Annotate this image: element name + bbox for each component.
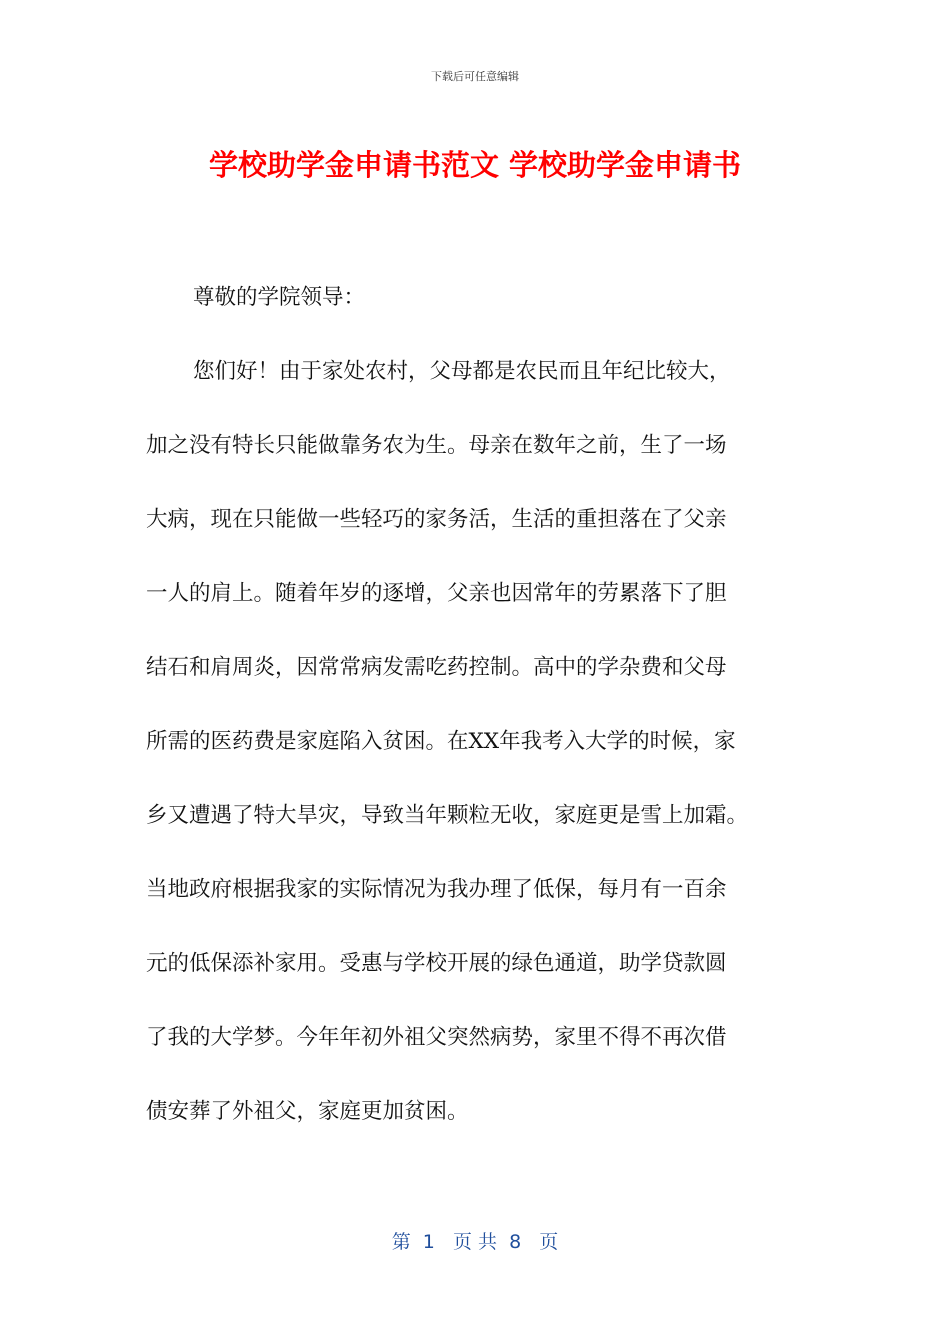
body-line: 一人的肩上。随着年岁的逐增，父亲也因常年的劳累落下了胆 — [146, 581, 727, 606]
body-line: 大病，现在只能做一些轻巧的家务活，生活的重担落在了父亲 — [146, 507, 727, 532]
body-line: 结石和肩周炎，因常常病发需吃药控制。高中的学杂费和父母 — [146, 655, 727, 680]
body-line: 元的低保添补家用。受惠与学校开展的绿色通道，助学贷款圆 — [146, 951, 727, 976]
page-number-footer: 第 1 页 共 8 页 — [391, 1231, 559, 1253]
body-line: 了我的大学梦。今年年初外祖父突然病势，家里不得不再次借 — [146, 1025, 727, 1050]
document-body — [146, 279, 810, 1167]
body-line: 当地政府根据我家的实际情况为我办理了低保，每月有一百余 — [146, 877, 727, 902]
body-line: 债安葬了外祖父，家庭更加贫困。 — [146, 1099, 469, 1124]
body-line: 您们好！由于家处农村，父母都是农民而且年纪比较大， — [193, 359, 731, 384]
body-line: 乡又遭遇了特大旱灾，导致当年颗粒无收，家庭更是雪上加霜。 — [146, 803, 749, 828]
document-title: 学校助学金申请书范文 学校助学金申请书 — [208, 148, 742, 182]
salutation: 尊敬的学院领导： — [193, 285, 366, 310]
header-note: 下载后可任意编辑 — [431, 70, 519, 83]
body-line: 所需的医药费是家庭陷入贫困。在XX年我考入大学的时候，家 — [146, 729, 736, 754]
body-line: 加之没有特长只能做靠务农为生。母亲在数年之前，生了一场 — [146, 433, 727, 458]
